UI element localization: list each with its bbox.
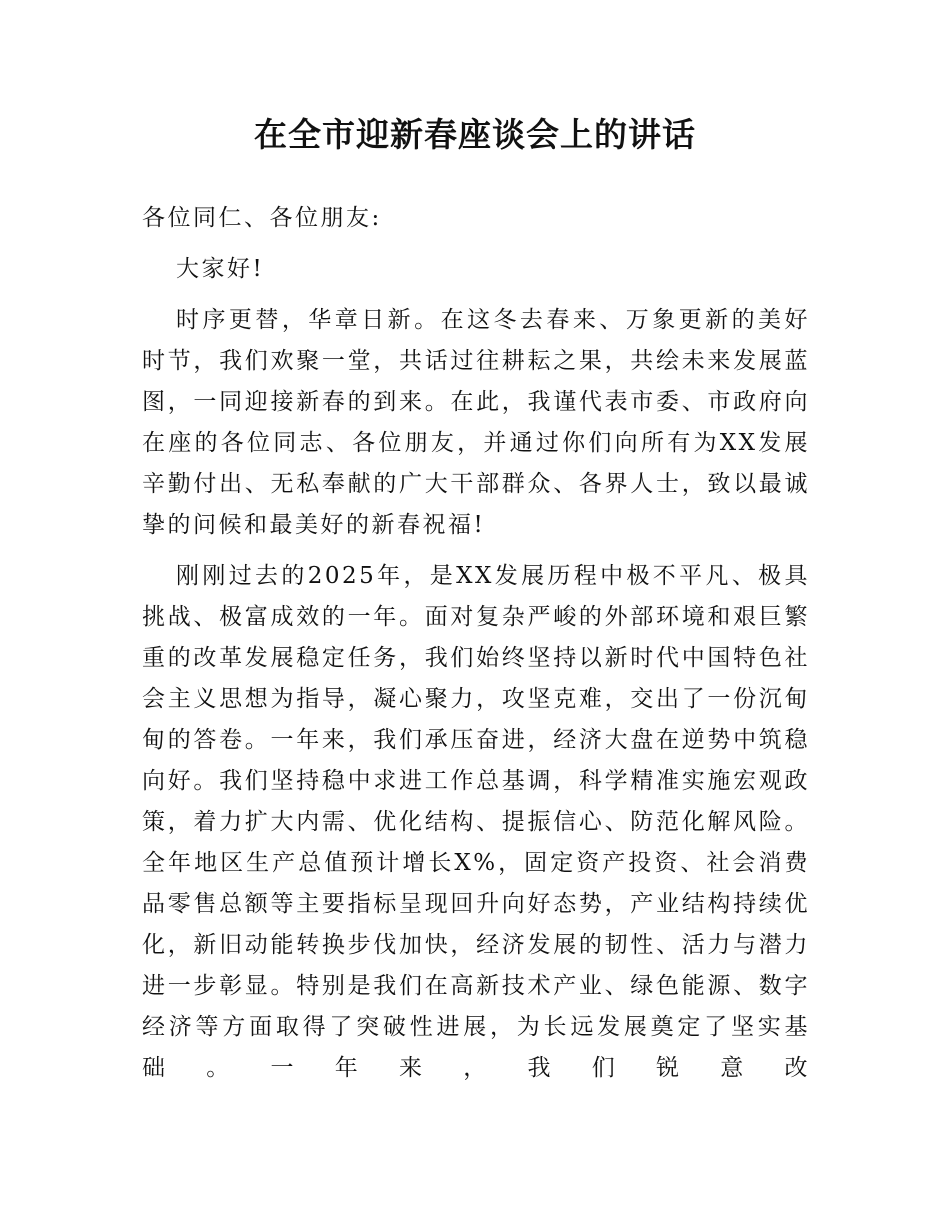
document-body (142, 198, 810, 1099)
paragraph-2: 刚刚过去的2025年，是XX发展历程中极不平凡、极具挑战、极富成效的一年。面对复杂严峻的外部环境和艰巨繁重的改革发展稳定任务，我们始终坚持以新时代中国特色社会主义思想为指导，凝心聚力，攻坚克难，交出了一份沉甸甸的答卷。一年来，我们承压奋进，经济大盘在逆势中筑稳向好。我们坚持稳中求进工作总基调，科学精准实施宏观政策，着力扩大内需、优化结构、提振信心、防范化解风险。全年地区生产总值预计增长X%，固定资产投资、社会消费品零售总额等主要指标呈现回升向好态势，产业结构持续优化，新旧动能转换步伐加快，经济发展的韧性、活力与潜力进一步彰显。特别是我们在高新技术产业、绿色能源、数字经济等方面取得了突破性进展，为长远发展奠定了坚实基础。一年来，我们锐意改 (142, 563, 810, 1081)
salutation: 各位同仁、各位朋友: (142, 205, 382, 231)
greeting: 大家好! (176, 256, 265, 282)
document-title: 在全市迎新春座谈会上的讲话 (254, 115, 696, 154)
paragraph-1: 时序更替，华章日新。在这冬去春来、万象更新的美好时节，我们欢聚一堂，共话过往耕耘之果，共绘未来发展蓝图，一同迎接新春的到来。在此，我谨代表市委、市政府向在座的各位同志、各位朋友，并通过你们向所有为XX发展辛勤付出、无私奉献的广大干部群众、各界人士，致以最诚挚的问候和最美好的新春祝福! (142, 307, 810, 538)
